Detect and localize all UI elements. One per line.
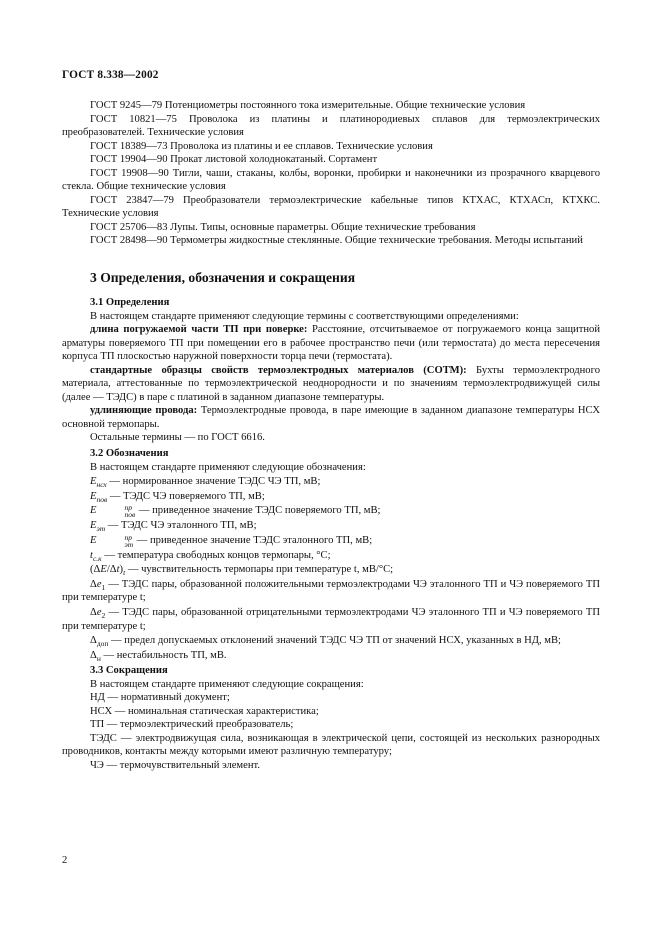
symbol-e-et: $E_{эт}$ [90, 520, 106, 534]
references-list [62, 99, 600, 248]
section-title: 3 Определения, обозначения и сокращения [90, 270, 356, 286]
symbol-desc: — температура свободных концов термопары, °С; [101, 549, 331, 561]
symbol-e-nsx: $E_{нсх}$ [90, 476, 107, 490]
document-header: ГОСТ 8.338—2002 [62, 69, 159, 81]
symbol-e-pov: $E_{пов}$ [90, 490, 108, 504]
reference-item: ГОСТ 10821—75 Проволока из платины и платинородиевых сплавов для термоэлектрических преобразователей. Технические условия [62, 113, 600, 139]
symbol-e-et-pr: E пр эт [90, 532, 134, 549]
symbol-item [62, 490, 600, 504]
symbol-desc: — нестабильность ТП, мВ. [100, 649, 227, 661]
definition-term: удлиняющие провода: [90, 405, 198, 417]
symbol-item [62, 475, 600, 489]
symbol-item [62, 549, 600, 563]
reference-item: ГОСТ 19908—90 Тигли, чаши, стаканы, колбы, воронки, пробирки и наконечники из прозрачного кварцевого стекла. Общие технические условия [62, 167, 600, 193]
reference-item: ГОСТ 19904—90 Прокат листовой холоднокатаный. Сортамент [90, 154, 378, 166]
page-number: 2 [62, 855, 68, 866]
symbol-desc: — приведенное значение ТЭДС поверяемого ТП, мВ; [136, 505, 381, 517]
reference-item: ГОСТ 9245—79 Потенциометры постоянного тока измерительные. Общие технические условия [90, 100, 526, 111]
symbol-item [62, 649, 600, 663]
symbol-e-pov-pr: E пр пов [90, 503, 136, 520]
symbol-item [62, 606, 600, 633]
symbols-intro: В настоящем стандарте применяют следующие обозначения: [90, 461, 366, 473]
definition-term: стандартные образцы свойств термоэлектродных материалов (СОТМ): [90, 364, 467, 376]
reference-item: ГОСТ 23847—79 Преобразователи термоэлектрические кабельные типов КТХАС, КТХАСп, КТХКС. Технические условия [62, 194, 600, 220]
definition-text: Термоэлектродные провода, в паре имеющие в заданном диапазоне температуры НСХ основной термопары. [62, 405, 600, 430]
other-terms-note: Остальные термины — по ГОСТ 6616. [90, 432, 265, 444]
symbol-delta-e1: $\Delta e_1$ [90, 578, 106, 592]
abbreviation-item: НД — нормативный документ; [90, 692, 230, 704]
symbol-desc: — нормированное значение ТЭДС ЧЭ ТП, мВ; [106, 476, 321, 488]
symbol-desc: — предел допускаемых отклонений значений ТЭДС ЧЭ ТП от значений НСХ, указанных в НД, мВ; [108, 635, 561, 647]
abbreviation-item: ЧЭ — термочувствительный элемент. [90, 759, 260, 771]
definition-term: длина погружаемой части ТП при поверке: [90, 324, 308, 336]
symbol-t-sk: $t_{с.к}$ [90, 549, 102, 563]
symbol-sensitivity: $(\Delta E/\Delta t)_t$ [90, 564, 126, 578]
symbol-delta-e2: $\Delta e_2$ [90, 606, 106, 621]
definition-text: Бухты термоэлектродного материала, аттестованные по термоэлектрической неоднородности и по значениям термоэлектродвижущей силы (далее — ТЭДС) в паре с платиной в заданном диапазоне температуры. [62, 364, 600, 403]
symbol-delta-n: $\Delta_н$ [90, 649, 101, 663]
subsection-title-abbreviations: 3.3 Сокращения [90, 665, 168, 677]
symbol-item [62, 519, 600, 533]
symbol-item [62, 504, 600, 518]
symbol-item [62, 534, 600, 548]
symbol-desc: — приведенное значение ТЭДС эталонного ТП, мВ; [134, 534, 373, 546]
document-body [62, 99, 600, 773]
subsection-title-symbols: 3.2 Обозначения [90, 448, 169, 460]
symbol-desc: — ТЭДС пары, образованной отрицательными термоэлектродами ЧЭ эталонного ТП и ЧЭ поверяемого ТП при температуре t; [62, 606, 600, 632]
definition-text: Расстояние, отсчитываемое от погружаемого конца защитной арматуры поверяемого ТП при помещении его в рабочее пространство печи (или термостата) до места пересечения корпуса ТП плоскостью наружной поверхности торца печи (термостата). [62, 324, 600, 363]
symbol-item [62, 634, 600, 648]
subsection-title-definitions: 3.1 Определения [90, 297, 170, 309]
symbol-item [62, 563, 600, 577]
reference-item: ГОСТ 28498—90 Термометры жидкостные стеклянные. Общие технические требования. Методы испытаний [90, 235, 583, 247]
abbreviation-item: ТЭДС — электродвижущая сила, возникающая в электрической цепи, состоящей из нескольких разнородных проводников, контакты между которыми имеют различную температуру; [62, 732, 600, 758]
definition-item [62, 323, 600, 364]
symbol-delta-dop: $\Delta_{доп}$ [90, 635, 109, 649]
abbreviation-item: ТП — термоэлектрический преобразователь; [90, 719, 294, 731]
symbol-desc: — ТЭДС ЧЭ эталонного ТП, мВ; [105, 520, 257, 532]
symbol-desc: — чувствительность термопары при температуре t, мВ/°С; [125, 564, 394, 576]
symbol-desc: — ТЭДС ЧЭ поверяемого ТП, мВ; [107, 490, 265, 502]
definition-item [62, 404, 600, 431]
reference-item: ГОСТ 25706—83 Лупы. Типы, основные параметры. Общие технические требования [90, 221, 476, 233]
reference-item: ГОСТ 18389—73 Проволока из платины и ее сплавов. Технические условия [90, 140, 433, 152]
abbreviation-item: НСХ — номинальная статическая характеристика; [90, 705, 319, 717]
symbol-item [62, 578, 600, 605]
definition-item [62, 364, 600, 405]
definitions-intro: В настоящем стандарте применяют следующие термины с соответствующими определениями: [90, 310, 519, 322]
symbol-desc: — ТЭДС пары, образованной положительными термоэлектродами ЧЭ эталонного ТП и ЧЭ поверяемого ТП при температуре t; [62, 578, 600, 604]
abbreviations-intro: В настоящем стандарте применяют следующие сокращения: [90, 678, 364, 690]
